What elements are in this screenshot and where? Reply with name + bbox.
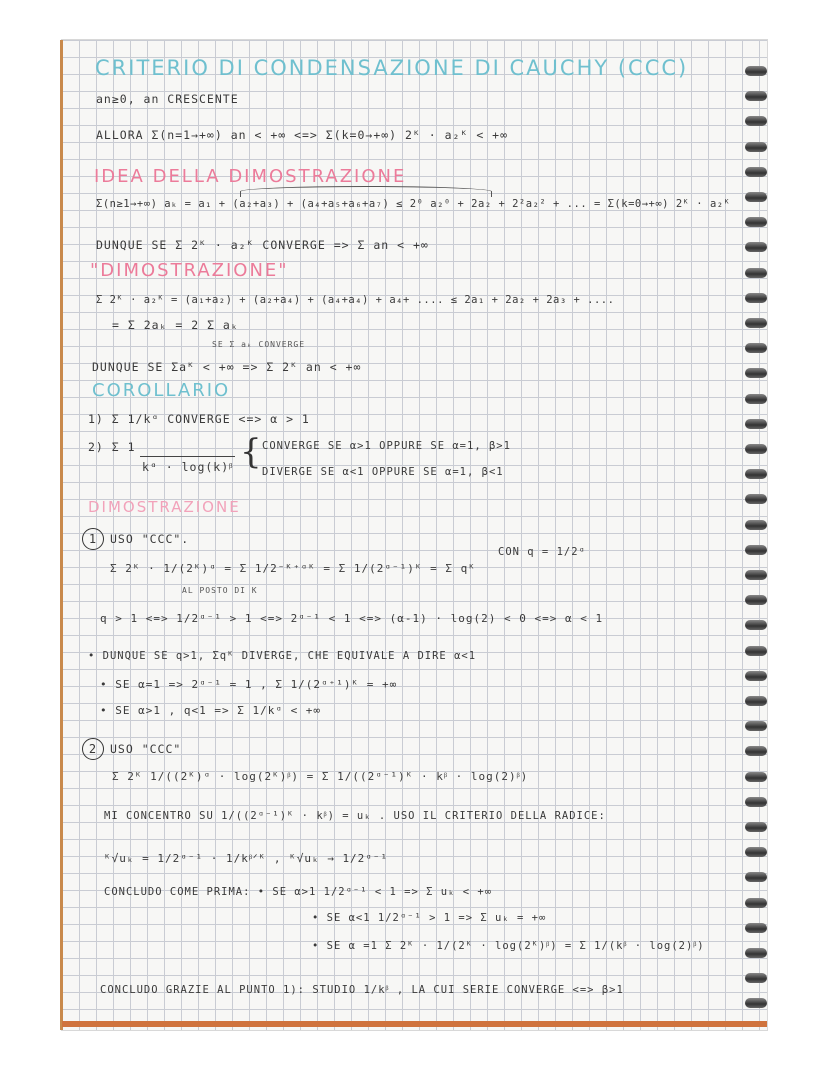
page-bottom-edge (62, 1021, 767, 1027)
spiral-ring (745, 822, 767, 832)
page-title: CRITERIO DI CONDENSAZIONE DI CAUCHY (CCC) (95, 56, 689, 80)
spiral-ring (745, 242, 767, 252)
spiral-ring (745, 721, 767, 731)
final-conclusion: CONCLUDO GRAZIE AL PUNTO 1): STUDIO 1/kᵝ , LA CUI SERIE CONVERGE <=> β>1 (100, 984, 624, 996)
step-1-equivalence: q > 1 <=> 1/2ᵅ⁻¹ > 1 <=> 2ᵅ⁻¹ < 1 <=> (α-1) · log(2) < 0 <=> α < 1 (100, 612, 604, 625)
spiral-ring (745, 998, 767, 1008)
proof-line-1: Σ 2ᴷ · a₂ᴷ = (a₁+a₂) + (a₂+a₄) + (a₄+a₄) + a₄+ .... ≤ 2a₁ + 2a₂ + 2a₃ + .... (96, 294, 615, 306)
spiral-ring (745, 570, 767, 580)
step-2-marker: 2 (82, 738, 104, 760)
step-1-series: Σ 2ᴷ · 1/(2ᴷ)ᵅ = Σ 1/2⁻ᴷ⁺ᵅᴷ = Σ 1/(2ᵅ⁻¹)ᴷ = Σ qᴷ (110, 562, 476, 575)
heading-dimostrazione: "DIMOSTRAZIONE" (90, 260, 289, 281)
corollary-2-converge: CONVERGE SE α>1 OPPURE SE α=1, β>1 (262, 440, 511, 452)
corollary-2-diverge: DIVERGE SE α<1 OPPURE SE α=1, β<1 (262, 466, 504, 478)
heading-dimostrazione-2: DIMOSTRAZIONE (88, 498, 241, 516)
hypothesis-line: an≥0, an CRESCENTE (96, 92, 239, 106)
spiral-ring (745, 595, 767, 605)
step-2-case-lt: • SE α<1 1/2ᵅ⁻¹ > 1 => Σ uₖ = +∞ (312, 912, 547, 924)
step-1-marker: 1 (82, 528, 104, 550)
spiral-ring (745, 696, 767, 706)
spiral-ring (745, 293, 767, 303)
spiral-ring (745, 192, 767, 202)
spiral-ring (745, 520, 767, 530)
spiral-ring (745, 923, 767, 933)
spiral-ring (745, 646, 767, 656)
theorem-statement: ALLORA Σ(n=1→+∞) an < +∞ <=> Σ(k=0→+∞) 2ᴷ · a₂ᴷ < +∞ (96, 128, 509, 142)
spiral-ring (745, 368, 767, 378)
spiral-ring (745, 898, 767, 908)
spiral-ring (745, 847, 767, 857)
corollary-2-denominator: kᵅ · log(k)ᵝ (142, 460, 234, 474)
step-2-series: Σ 2ᴷ 1/((2ᴷ)ᵅ · log(2ᴷ)ᵝ) = Σ 1/((2ᵅ⁻¹)ᴷ · kᵝ · log(2)ᵝ) (112, 770, 529, 783)
step-1-header (82, 528, 189, 550)
step-2-root-test: MI CONCENTRO SU 1/((2ᵅ⁻¹)ᴷ · kᵝ) = uₖ . USO IL CRITERIO DELLA RADICE: (104, 810, 606, 822)
spiral-ring (745, 318, 767, 328)
conclusion-line-1: DUNQUE SE Σ 2ᴷ · a₂ᴷ CONVERGE => Σ an < +∞ (96, 238, 429, 252)
proof-condition-note: SE Σ aₖ CONVERGE (212, 340, 306, 349)
page-left-edge (60, 40, 63, 1030)
spiral-ring (745, 116, 767, 126)
spiral-ring (745, 872, 767, 882)
conclusion-line-2: DUNQUE SE Σaᴷ < +∞ => Σ 2ᴷ an < +∞ (92, 360, 362, 374)
corollary-1: 1) Σ 1/kᵅ CONVERGE <=> α > 1 (88, 412, 310, 426)
step-2-root: ᴷ√uₖ = 1/2ᵅ⁻¹ · 1/kᵝᐟᴷ , ᴷ√uₖ → 1/2ᵅ⁻¹ (104, 852, 389, 865)
spiral-ring (745, 948, 767, 958)
spiral-ring (745, 268, 767, 278)
heading-idea: IDEA DELLA DIMOSTRAZIONE (94, 166, 407, 187)
spiral-ring (745, 671, 767, 681)
spiral-ring (745, 545, 767, 555)
step-1-case-alpha-1: • SE α=1 => 2ᵅ⁻¹ = 1 , Σ 1/(2ᵅ⁺¹)ᴷ = +∞ (100, 678, 398, 691)
spiral-ring (745, 91, 767, 101)
spiral-ring (745, 772, 767, 782)
spiral-ring (745, 444, 767, 454)
spiral-ring (745, 746, 767, 756)
spiral-ring (745, 973, 767, 983)
step-2-case-eq: • SE α =1 Σ 2ᴷ · 1/(2ᴷ · log(2ᴷ)ᵝ) = Σ 1/(kᵝ · log(2)ᵝ) (312, 940, 705, 952)
spiral-ring (745, 343, 767, 353)
step-1-note: AL POSTO DI K (182, 586, 258, 595)
corollary-2-sum: 2) Σ 1 (88, 440, 136, 454)
step-1-label: USO "CCC". (110, 532, 190, 546)
spiral-ring (745, 469, 767, 479)
brace: { (240, 432, 262, 472)
step-1-divergence: • DUNQUE SE q>1, Σqᴷ DIVERGE, CHE EQUIVALE A DIRE α<1 (88, 650, 477, 662)
step-2-case-gt: CONCLUDO COME PRIMA: • SE α>1 1/2ᵅ⁻¹ < 1 => Σ uₖ < +∞ (104, 886, 493, 898)
step-1-case-alpha-gt-1: • SE α>1 , q<1 => Σ 1/kᵅ < +∞ (100, 704, 322, 717)
fraction-bar (140, 456, 235, 457)
spiral-ring (745, 797, 767, 807)
proof-line-2: = Σ 2aₖ = 2 Σ aₖ (112, 318, 239, 332)
spiral-ring (745, 394, 767, 404)
spiral-ring (745, 66, 767, 76)
step-2-label: USO "CCC" (110, 742, 182, 756)
step-1-q-definition: CON q = 1/2ᵅ (498, 546, 586, 558)
spiral-ring (745, 494, 767, 504)
step-2-header (82, 738, 181, 760)
spiral-ring (745, 620, 767, 630)
spiral-ring (745, 142, 767, 152)
heading-corollario: COROLLARIO (92, 380, 231, 401)
spiral-ring (745, 167, 767, 177)
spiral-ring (745, 419, 767, 429)
grouping-arc (240, 186, 492, 197)
spiral-ring (745, 217, 767, 227)
idea-inequality: Σ(n≥1→+∞) aₖ = a₁ + (a₂+a₃) + (a₄+a₅+a₆+a₇) ≤ 2⁰ a₂⁰ + 2a₂ + 2²a₂² + ... = Σ(k=0→+∞) 2ᴷ · a₂ᴷ (96, 198, 731, 210)
